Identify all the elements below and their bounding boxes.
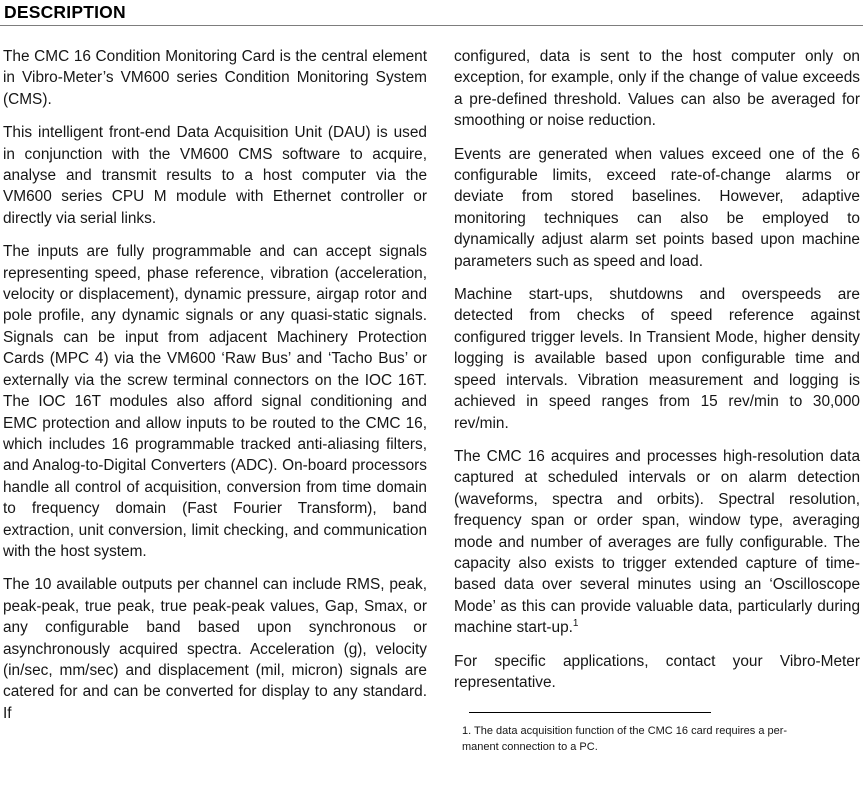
body-paragraph: The 10 available outputs per channel can include RMS, peak, peak-peak, true peak, true peak-peak values, Gap, Smax, or any configurable band based upon synchronous or asynchronously acquired spectra. Acceleration (g), velocity (in/sec, mm/sec) and displacement (mil, micron) signals are catered for and can be converted for display to any standard. If (3, 576, 427, 722)
footnote-text (462, 724, 860, 755)
section-divider-rule (0, 25, 863, 26)
footnote-divider-rule (469, 712, 711, 713)
body-paragraph: This intelligent front-end Data Acquisition Unit (DAU) is used in conjunction with the VM600 CMS software to acquire, analyse and transmit results to a host computer via the VM600 series CPU M module with Ethernet controller or directly via serial links. (3, 124, 427, 227)
footnote-line: manent connection to a PC. (462, 740, 598, 753)
right-column (454, 46, 860, 755)
footnote-block (454, 712, 860, 755)
body-paragraph: The CMC 16 Condition Monitoring Card is the central element in Vibro-Meter’s VM600 series Condition Monitoring System (CMS). (3, 48, 427, 108)
left-column (3, 46, 427, 755)
two-column-body (3, 46, 860, 755)
body-paragraph: The inputs are fully programmable and can accept signals representing speed, phase reference, vibration (acceleration, velocity or displacement), dynamic pressure, airgap rotor and pole profile, any dynamic signals or any quasi-static signals. Signals can be input from adjacent Machinery Protection Cards (MPC 4) via the VM600 ‘Raw Bus’ and ‘Tacho Bus’ or externally via the screw terminal connectors on the IOC 16T. The IOC 16T modules also afford signal conditioning and EMC protection and allow inputs to be routed to the CMC 16, which includes 16 programmable tracked anti-aliasing filters, and Analog-to-Digital Converters (ADC). On-board processors handle all control of acquisition, conversion from time domain to frequency domain (Fast Fourier Transform), band extraction, unit conversion, limit checking, and communication with the host system. (3, 243, 427, 560)
footnote-line: 1. The data acquisition function of the CMC 16 card requires a per- (462, 725, 788, 738)
body-paragraph: For specific applications, contact your Vibro-Meter representative. (454, 652, 860, 691)
body-paragraph: configured, data is sent to the host computer only on exception, for example, only if the change of value exceeds a pre-defined threshold. Values can also be averaged for smoothing or noise reduction. (454, 48, 860, 130)
paragraph-text: The CMC 16 acquires and processes high-resolution data captured at scheduled intervals or on alarm detection (waveforms, spectra and orbits). Spectral resolution, frequency span or order span, window type, averaging mode and number of averages are fully configurable. The capacity also exists to trigger extended capture of time-based data over several minutes using an ‘Oscilloscope Mode’ as this can provide valuable data, particularly during machine start-up. (454, 447, 860, 637)
footnote-reference-marker: 1 (572, 618, 579, 630)
body-paragraph: Events are generated when values exceed one of the 6 configurable limits, exceed rate-of-change alarms or deviate from stored baselines. However, adaptive monitoring techniques can also be employed to dynamically adjust alarm set points based upon machine parameters such as speed and load. (454, 145, 860, 270)
body-paragraph: Machine start-ups, shutdowns and overspeeds are detected from checks of speed reference against configured trigger levels. In Transient Mode, higher density logging is available based upon configurable time and speed intervals. Vibration measurement and logging is achieved in speed ranges from 15 rev/min to 30,000 rev/min. (454, 286, 860, 432)
section-title: DESCRIPTION (4, 2, 126, 22)
body-paragraph-with-footnote-ref (454, 446, 860, 639)
